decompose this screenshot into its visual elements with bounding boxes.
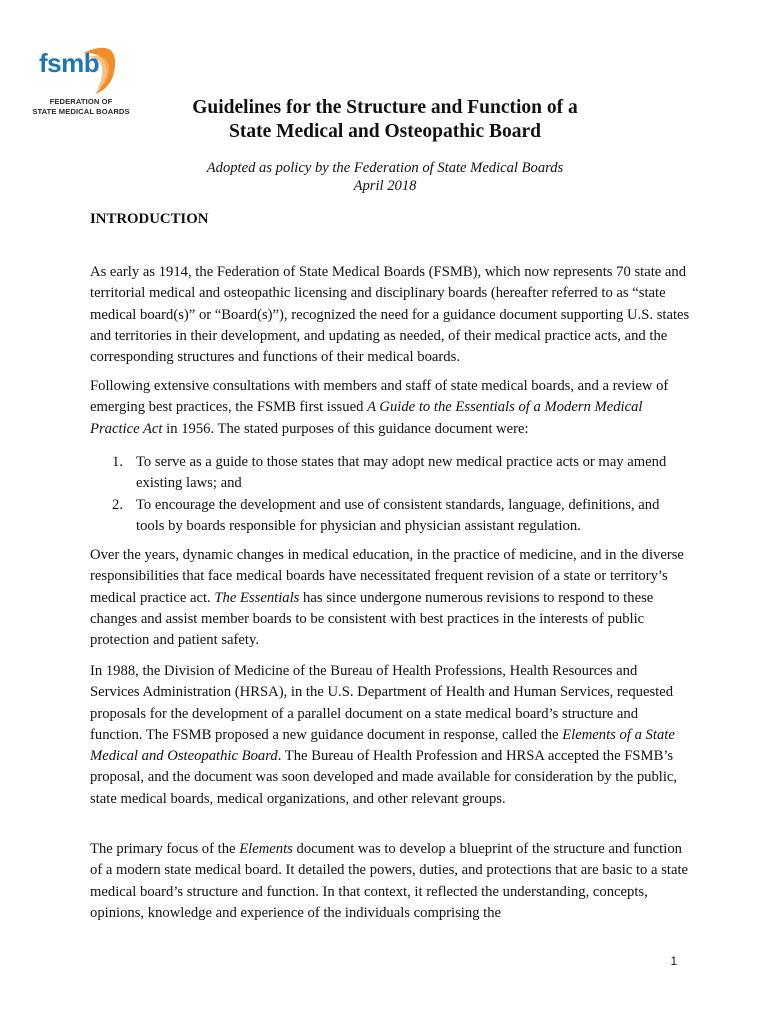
adoption-statement: Adopted as policy by the Federation of State Medical Boards [206,160,564,176]
list-item-text: To encourage the development and use of consistent standards, language, definitions, and tools by boards responsible for physician and physician assistant regulation. [136,496,660,534]
paragraph-3-italic: The Essentials [214,589,300,606]
document-title-line-1: Guidelines for the Structure and Function of a [192,97,578,118]
paragraph-2 [90,376,690,440]
paragraph-4-text-b: . The Bureau of Health Profession and HRSA accepted the FSMB’s proposal, and the document was soon developed and made available for consideration by the public, state medical boards, medical organizations, and other relevant groups. [90,748,678,807]
logo-text-line-2: STATE MEDICAL BOARDS [32,107,130,116]
paragraph-4 [90,661,690,810]
paragraph-3 [90,545,690,651]
document-title-line-2: State Medical and Osteopathic Board [229,121,541,142]
paragraph-2-text-a: Following extensive consultations with members and staff of state medical boards, and a review of emerging best practices, the FSMB first issued [90,378,669,416]
page-number: 1 [670,956,677,968]
paragraph-5-italic: Elements [239,841,293,857]
paragraph-5 [90,839,690,924]
paragraph-3-text-b: has since undergone numerous revisions to respond to these changes and assist member boards to be consistent with best practices in the interests of public protection and patient safety. [90,589,654,649]
list-item-text: To serve as a guide to those states that may adopt new medical practice acts or may amend existing laws; and [136,454,667,492]
paragraph-2-text-b: in 1956. The stated purposes of this guidance document were: [162,420,529,437]
paragraph-2-italic: A Guide to the Essentials of a Modern Medical Practice Act [90,399,643,437]
paragraph-3-text-a: Over the years, dynamic changes in medical education, in the practice of medicine, and in the diverse responsibilities that face medical boards have necessitated frequent revision of a state or territory’s medical practice act. [90,547,684,606]
list-item-number: 2. [112,496,123,513]
paragraph-4-italic: Elements of a State Medical and Osteopathic Board [90,726,675,765]
list-item [90,452,690,495]
purposes-list [90,452,690,537]
paragraph-5-text-a: The primary focus of the [90,841,240,857]
paragraph-5-text-b: document was to develop a blueprint of the structure and function of a modern state medical board. It detailed the powers, duties, and protections that are basic to a state medical board’s structure and function. In that context, it reflected the understanding, concepts, opinions, knowledge and experience of the individuals comprising the [90,841,689,921]
logo-text-line-1: FEDERATION OF [49,97,113,106]
list-item [90,495,690,538]
logo-wordmark: fsmb [39,48,100,78]
list-item-number: 1. [112,454,123,470]
paragraph-4-text-a: In 1988, the Division of Medicine of the Bureau of Health Professions, Health Resources and Services Administration (HRSA), in the U.S. Department of Health and Human Services, requested proposals for the development of a parallel document on a state medical board’s structure and function. The FSMB proposed a new guidance document in response, called the [90,663,674,743]
adoption-date: April 2018 [353,178,417,194]
section-heading: INTRODUCTION [90,211,209,227]
paragraph-1: As early as 1914, the Federation of State Medical Boards (FSMB), which now represents 70 state and territorial medical and osteopathic licensing and disciplinary boards (hereafter referred to as “state medical board(s)” or “Board(s)”), recognized the need for a guidance document supporting U.S. states and territories in their development, and updating as needed, of their medical practice acts, and the corresponding structures and functions of their medical boards. [90,264,690,366]
